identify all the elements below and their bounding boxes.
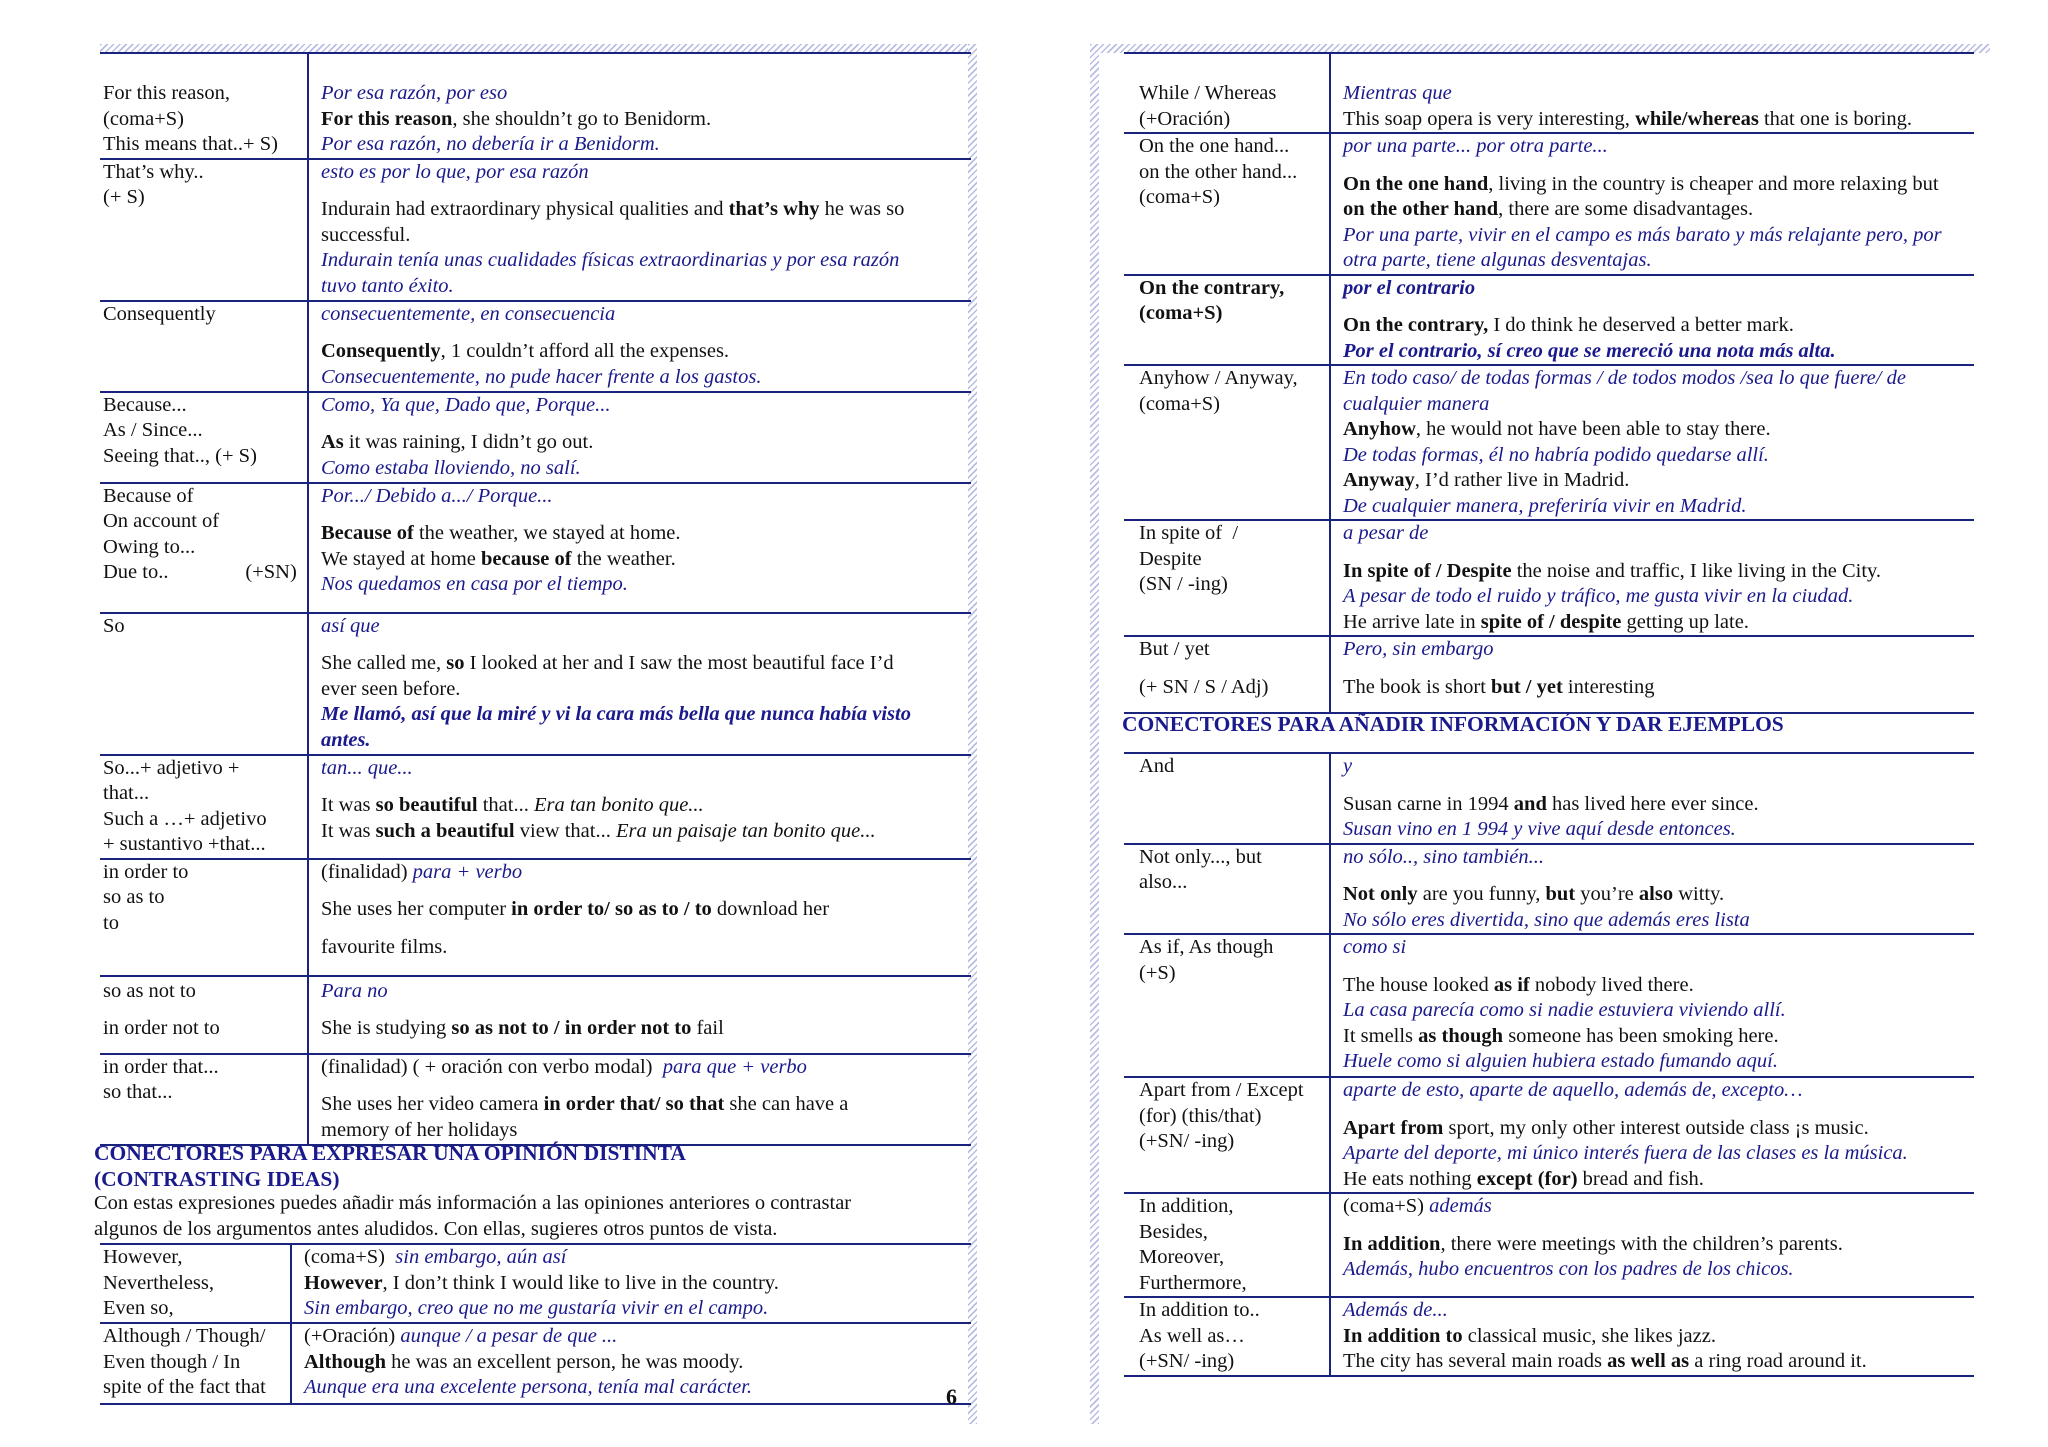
term-line: (coma+S) [103,107,185,130]
connector-detail [308,613,971,755]
term-line: As if, As though [1139,936,1274,958]
translation-line [304,1324,961,1350]
term-line: (coma+S) [1139,186,1221,208]
connector-detail [1330,275,1974,366]
connector-term [100,1323,291,1404]
connector-term [100,392,308,483]
example-line: Consequently, 1 couldn’t afford all the expenses. [321,340,730,362]
intro-line: Con estas expresiones puedes añadir más información a las opiniones anteriores o contrastar [94,1192,852,1214]
table-row [1124,275,1974,366]
translation: Por.../ Debido a.../ Porque... [321,484,553,507]
left-contrast-table [100,1243,971,1405]
example-line: He eats nothing except (for) bread and fish. [1343,1167,1704,1190]
example-translation: Consecuentemente, no pude hacer frente a los gastos. [321,365,762,388]
example-line: Although he was an excellent person, he was moody. [304,1350,744,1373]
term-line: As / Since... [103,419,203,441]
translation: y [1343,755,1353,777]
example-translation: La casa parecía como si nadie estuviera viviendo allí. [1343,999,1786,1021]
example-line: Apart from sport, my only other interest outside class ¡s music. [1343,1116,1869,1139]
heading-line: CONECTORES PARA EXPRESAR UNA OPINIÓN DISTINTA [94,1141,686,1165]
example-translation: Además, hubo encuentros con los padres de los chicos. [1343,1258,1794,1280]
table-row [1124,636,1974,713]
connector-detail [1330,844,1974,935]
example-translation: Indurain tenía unas cualidades físicas extraordinarias y por esa razón [321,249,900,271]
translation: por una parte... por otra parte... [1343,135,1608,157]
example-line: on the other hand, there are some disadvantages. [1343,198,1754,220]
translation: tan... que... [321,756,413,779]
term-line: That’s why.. [103,160,204,183]
connector-term [1124,53,1330,133]
example-line: In addition to classical music, she likes jazz. [1343,1324,1716,1347]
term-line: But / yet [1139,638,1210,660]
term-line: (+SN/ -ing) [1139,1130,1235,1152]
connector-detail [1330,753,1974,844]
connector-term [100,755,308,859]
table-row [100,301,971,392]
connector-detail [1330,520,1974,636]
connector-detail [1330,934,1974,1077]
connector-detail [291,1323,971,1404]
example-translation: Susan vino en 1 994 y vive aquí desde entonces. [1343,818,1736,840]
translation: Como, Ya que, Dado que, Porque... [321,393,611,416]
term-line: Even though / In [103,1350,241,1373]
term-line: Although / Though/ [103,1325,266,1347]
example-translation: Me llamó, así que la miré y vi la cara más bella que nunca había visto [321,703,911,725]
term-line: Moreover, [1139,1246,1225,1268]
translation-line [304,1245,961,1271]
example-line: It was so beautiful that... Era tan bonito que... [321,794,704,816]
term-line: Seeing that.., (+ S) [103,444,257,467]
translation: Además de... [1343,1299,1448,1321]
term-line: (+SN/ -ing) [1139,1350,1235,1372]
example-line: In addition, there were meetings with the children’s parents. [1343,1232,1843,1255]
table-row [1124,1193,1974,1297]
term-line: On account of [103,510,220,532]
example-translation: Por esa razón, no debería ir a Benidorm. [321,133,660,155]
connector-term [1124,365,1330,520]
table-row [1124,520,1974,636]
connector-term [1124,520,1330,636]
section-intro [94,1191,851,1242]
term-line: (+ S) [103,186,145,208]
table-row [1124,365,1974,520]
term-line: On the one hand... [1139,135,1290,157]
connector-term [1124,753,1330,844]
term-line: For this reason, [103,82,230,104]
translation: Por esa razón, por eso [321,82,508,104]
example-line: As it was raining, I didn’t go out. [321,431,594,453]
section-heading-contrasting [94,1140,686,1192]
table-row [100,1323,971,1404]
term-line: so as to [103,886,165,908]
example-line: She called me, so I looked at her and I saw the most beautiful face I’d [321,652,894,674]
term-line: also... [1139,871,1188,893]
table-row [1124,1297,1974,1376]
connector-detail [308,755,971,859]
usage-note: (finalidad) [321,860,413,883]
term-line: So [103,614,125,637]
term-line: so that... [103,1081,173,1103]
translation: por el contrario [1343,276,1476,299]
translation-line [321,1055,961,1081]
connector-term [1124,844,1330,935]
right-connectors-table [1124,52,1974,714]
example-line: Because of the weather, we stayed at home. [321,522,681,544]
term-line: in order that... [103,1055,219,1078]
example-line: The house looked as if nobody lived there. [1343,973,1694,996]
connector-detail [308,392,971,483]
example-line: On the contrary, I do think he deserved a better mark. [1343,314,1794,336]
translation: a pesar de [1343,522,1429,544]
table-row [1124,753,1974,844]
connector-term [100,1054,308,1145]
table-row [1124,844,1974,935]
page-number: 6 [946,1384,957,1409]
term-line: Anyhow / Anyway, [1139,367,1298,389]
table-row [1124,53,1974,133]
translation: aparte de esto, aparte de aquello, además de, excepto… [1343,1079,1803,1101]
example-line: ever seen before. [321,677,461,700]
term-line: In addition to.. [1139,1299,1260,1321]
table-row [100,483,971,613]
translation: para + verbo [412,860,523,883]
example-line: Anyhow, he would not have been able to stay there. [1343,418,1771,440]
connector-term [100,613,308,755]
connector-detail [308,976,971,1054]
example-translation: Huele como si alguien hubiera estado fumando aquí. [1343,1050,1779,1072]
example-line: It was such a beautiful view that... Era un paisaje tan bonito que... [321,819,876,842]
translation: no sólo.., sino también... [1343,845,1545,868]
example-translation: Como estaba lloviendo, no salí. [321,456,581,479]
table-row [100,755,971,859]
term-line: + sustantivo +that... [103,833,266,855]
connector-detail [1330,1077,1974,1193]
connector-term [100,1244,291,1323]
term-line: (+Oración) [1139,107,1231,130]
example-translation: Nos quedamos en casa por el tiempo. [321,573,628,595]
example-translation: A pesar de todo el ruido y tráfico, me gusta vivir en la ciudad. [1343,585,1854,607]
example-line: favourite films. [321,935,448,958]
term-line: so as not to [103,979,196,1002]
term-line: in order to [103,860,189,883]
connector-term [100,976,308,1054]
section-heading-adding-info: CONECTORES PARA AÑADIR INFORMACIÓN Y DAR EJEMPLOS [1122,712,1784,736]
term-line: to [103,911,119,934]
connector-term [1124,1193,1330,1297]
connector-detail [308,1054,971,1145]
example-translation: antes. [321,728,371,751]
term-line: (coma+S) [1139,392,1221,415]
connector-term [1124,636,1330,713]
term-line: Not only..., but [1139,845,1262,868]
table-row [100,859,971,976]
table-row [1124,934,1974,1077]
term-line: This means that..+ S) [103,133,278,155]
example-line: She is studying so as not to / in order not to fail [321,1017,724,1039]
example-line: However, I don’t think I would like to live in the country. [304,1271,779,1294]
translation: como si [1343,936,1407,958]
term-line: In addition, [1139,1195,1234,1217]
term-line: However, [103,1246,183,1268]
connector-detail [308,53,971,159]
term-line: Because of [103,484,194,507]
example-translation: Aparte del deporte, mi único interés fuera de las clases es la música. [1343,1142,1908,1164]
table-row [1124,1077,1974,1193]
translation: Pero, sin embargo [1343,638,1494,660]
translation: para que + verbo [662,1055,807,1078]
intro-line: algunos de los argumentos antes aludidos. Con ellas, sugieres otros puntos de vista. [94,1217,778,1240]
connector-detail [1330,53,1974,133]
example-translation: De todas formas, él no habría podido quedarse allí. [1343,443,1769,466]
example-translation: Por el contrario, sí creo que se mereció una nota más alta. [1343,339,1836,362]
term-line: (for) (this/that) [1139,1104,1262,1127]
usage-note: (finalidad) ( + oración con verbo modal) [321,1055,663,1078]
usage-note: (coma+S) [1343,1195,1430,1217]
connector-detail [1330,365,1974,520]
usage-note: (coma+S) [304,1246,396,1268]
example-line: In spite of / Despite the noise and traffic, I like living in the City. [1343,559,1882,582]
term-line: Despite [1139,547,1202,570]
term-line: on the other hand... [1139,160,1298,183]
term-line: Besides, [1139,1220,1208,1243]
term-line: And [1139,755,1175,777]
heading-line: (CONTRASTING IDEAS) [94,1167,340,1191]
connector-term [100,483,308,613]
term-line: (coma+S) [1139,302,1223,324]
example-line: He arrive late in spite of / despite getting up late. [1343,610,1749,633]
term-line: Because... [103,393,187,416]
example-line: We stayed at home because of the weather. [321,547,676,570]
table-row [100,976,971,1054]
table-row [100,159,971,301]
example-line: For this reason, she shouldn’t go to Benidorm. [321,107,712,130]
translation-continued: cualquier manera [1343,392,1490,415]
connector-term [1124,275,1330,366]
example-line: Anyway, I’d rather live in Madrid. [1343,469,1630,491]
example-translation: No sólo eres divertida, sino que además eres lista [1343,908,1750,931]
table-row [1124,133,1974,275]
example-translation: De cualquier manera, preferiría vivir en Madrid. [1343,494,1747,517]
term-line: in order not to [103,1017,220,1039]
example-line: The book is short but / yet interesting [1343,675,1655,698]
translation: además [1429,1195,1492,1217]
term-line: (+ SN / S / Adj) [1139,675,1269,698]
table-row [100,53,971,159]
term-line: (+S) [1139,961,1176,984]
table-row [100,392,971,483]
translation: consecuentemente, en consecuencia [321,302,616,325]
term-line: As well as… [1139,1324,1245,1347]
connector-detail [1330,636,1974,713]
term-line: Owing to... [103,535,196,558]
translation: Para no [321,979,388,1002]
translation-line [1343,1194,1964,1220]
term-line: Even so, [103,1297,174,1319]
left-connectors-table [100,52,971,1146]
connector-detail [308,301,971,392]
example-line: Not only are you funny, but you’re also witty. [1343,883,1725,905]
connector-term [100,859,308,976]
example-line: Susan carne in 1994 and has lived here ever since. [1343,792,1759,815]
term-line: Due to.. (+SN) [103,561,297,583]
example-line: This soap opera is very interesting, while/whereas that one is boring. [1343,107,1912,130]
connector-term [1124,1297,1330,1376]
usage-note: (+Oración) [304,1325,401,1347]
term-line: On the contrary, [1139,276,1285,299]
example-translation: Por una parte, vivir en el campo es más barato y más relajante pero, por [1343,223,1942,246]
term-line: In spite of / [1139,522,1239,544]
connector-term [100,301,308,392]
table-row [100,613,971,755]
term-line: So...+ adjetivo + [103,756,240,779]
connector-detail [291,1244,971,1323]
example-line: Indurain had extraordinary physical qualities and that’s why he was so [321,198,905,220]
translation: sin embargo, aún así [395,1246,567,1268]
term-line: that... [103,782,150,804]
table-row [100,1244,971,1323]
example-line: successful. [321,223,411,246]
example-line: The city has several main roads as well as a ring road around it. [1343,1350,1867,1372]
example-translation: Sin embargo, creo que no me gustaría vivir en el campo. [304,1297,769,1319]
translation: así que [321,614,380,637]
example-translation: otra parte, tiene algunas desventajas. [1343,249,1652,271]
term-line: While / Whereas [1139,82,1277,104]
connector-detail [308,159,971,301]
connector-term [1124,133,1330,275]
example-line: She uses her computer in order to/ so as to / to download her [321,898,830,920]
term-line: spite of the fact that [103,1376,266,1398]
connector-term [100,159,308,301]
translation: Mientras que [1343,82,1452,104]
term-line: Nevertheless, [103,1271,214,1294]
connector-detail [308,483,971,613]
example-line: It smells as though someone has been smoking here. [1343,1024,1779,1047]
connector-detail [1330,1297,1974,1376]
table-row [100,1054,971,1145]
right-page-left-border [1090,44,1099,1424]
connector-detail [308,859,971,976]
example-line: On the one hand, living in the country is cheaper and more relaxing but [1343,172,1939,195]
translation: En todo caso/ de todas formas / de todos modos /sea lo que fuere/ de [1343,367,1906,389]
connector-term [1124,1077,1330,1193]
term-line: (SN / -ing) [1139,573,1228,595]
example-translation: Aunque era una excelente persona, tenía mal carácter. [304,1376,753,1398]
term-line: Apart from / Except [1139,1079,1304,1101]
connector-term [1124,934,1330,1077]
translation: esto es por lo que, por esa razón [321,160,589,183]
connector-detail [1330,1193,1974,1297]
connector-term [100,53,308,159]
translation: aunque / a pesar de que ... [400,1325,618,1347]
example-line: She uses her video camera in order that/ so that she can have a [321,1093,849,1115]
term-line: Furthermore, [1139,1271,1247,1294]
example-translation: tuvo tanto éxito. [321,274,454,297]
connector-detail [1330,133,1974,275]
term-line: Such a …+ adjetivo [103,807,267,830]
right-adding-table [1124,752,1974,1377]
term-line: Consequently [103,302,216,325]
translation-line [321,860,961,886]
example-line: memory of her holidays [321,1118,518,1141]
